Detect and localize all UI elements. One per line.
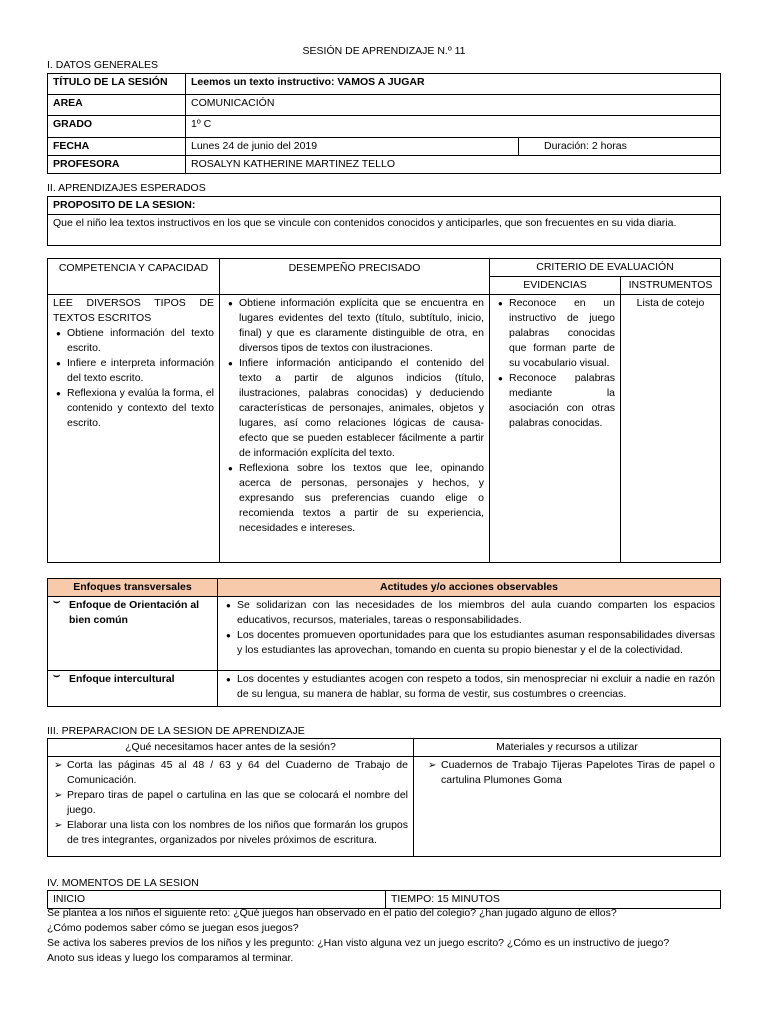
list-item: ➢ Cuadernos de Trabajo Tijeras Papelotes Tiras de papel o cartulina Plumones Goma bbox=[441, 758, 715, 788]
header-competencia: COMPETENCIA Y CAPACIDAD bbox=[48, 259, 220, 295]
area-value: COMUNICACIÓN bbox=[186, 95, 721, 116]
actions-list bbox=[223, 598, 715, 658]
competencia-title: LEE DIVERSOS TIPOS DE TEXTOS ESCRITOS bbox=[53, 297, 214, 324]
list-item: ● Reflexiona sobre los textos que lee, opinando acerca de personas, personajes y hechos, y expresando sus preferencias cuando elige o recomienda textos a partir de su experiencia, necesidades e intereses. bbox=[239, 461, 484, 536]
actitudes-bien-comun bbox=[218, 597, 721, 671]
preparacion-table bbox=[47, 738, 721, 857]
datos-generales-table bbox=[47, 73, 721, 174]
list-item: ● Reflexiona y evalúa la forma, el contenido y contexto del texto escrito. bbox=[67, 386, 214, 431]
fecha-value: Lunes 24 de junio del 2019 bbox=[186, 138, 519, 156]
section-momentos-heading: IV. MOMENTOS DE LA SESION bbox=[47, 877, 199, 889]
enfoque-intercultural bbox=[48, 671, 218, 707]
paragraph: Se plantea a los niños el siguiente reto: ¿Qué juegos han observado en el patio del colegio? ¿han jugado alguno de ellos? bbox=[47, 907, 617, 919]
header-actitudes: Actitudes y/o acciones observables bbox=[218, 579, 721, 597]
enfoque-name: Enfoque intercultural bbox=[69, 673, 175, 685]
enfoques-table bbox=[47, 578, 721, 707]
list-item: ● Se solidarizan con las necesidades de los miembros del aula cuando comparten los espacios educativos, recursos, materiales, tareas o responsabilidades. bbox=[237, 598, 715, 628]
inicio-text bbox=[47, 906, 737, 966]
smile-icon: ⌣ bbox=[53, 670, 61, 682]
list-item: ● Los docentes y estudiantes acogen con respeto a todos, sin menospreciar ni excluir a nadie en razón de su lengua, su manera de hablar, su forma de vestir, sus costumbres o creencias. bbox=[237, 672, 715, 702]
grado-label: GRADO bbox=[48, 116, 186, 138]
inicio-label: INICIO bbox=[48, 891, 386, 909]
materiales-list bbox=[419, 758, 715, 788]
titulo-value: Leemos un texto instructivo: VAMOS A JUGAR bbox=[186, 74, 721, 95]
header-criterio: CRITERIO DE EVALUACIÓN bbox=[490, 259, 721, 277]
titulo-label: TÍTULO DE LA SESIÓN bbox=[48, 74, 186, 95]
list-item: ● Los docentes promueven oportunidades para que los estudiantes asuman responsabilidades diversas y los estudiantes las aprovechan, tomando en cuenta su propio bienestar y el de la colectividad. bbox=[237, 628, 715, 658]
header-evidencias: EVIDENCIAS bbox=[490, 277, 621, 295]
header-desempeno: DESEMPEÑO PRECISADO bbox=[220, 259, 490, 295]
proposito-label: PROPOSITO DE LA SESION: bbox=[48, 197, 721, 215]
list-item: ➢ Elaborar una lista con los nombres de los niños que formarán los grupos de tres integrantes, organizados por niveles próximos de escritura. bbox=[67, 818, 408, 848]
evidencias-cell bbox=[490, 295, 621, 563]
smile-icon: ⌣ bbox=[53, 596, 61, 608]
list-item: ● Reconoce en un instructivo de juego palabras conocidas que forman parte de su vocabulario visual. bbox=[509, 296, 615, 371]
enfoque-name: Enfoque de Orientación al bien común bbox=[69, 599, 200, 626]
proposito-text: Que el niño lea textos instructivos en los que se vincule con contenidos conocidos y anticiparles, que son frecuentes en su vida diaria. bbox=[48, 215, 721, 246]
competencias-table bbox=[47, 258, 721, 563]
list-item: ➢ Corta las páginas 45 al 48 / 63 y 64 del Cuaderno de Trabajo de Comunicación. bbox=[67, 758, 408, 788]
page-title: SESIÓN DE APRENDIZAJE N.º 11 bbox=[302, 45, 466, 57]
tiempo-label: TIEMPO: 15 MINUTOS bbox=[386, 891, 721, 909]
list-item: ● Obtiene información explícita que se encuentra en lugares evidentes del texto (título, subtítulo, inicio, final) y que es claramente distinguible de otra, en diversos tipos de textos con ilustraciones. bbox=[239, 296, 484, 356]
list-item: ● Infiere e interpreta información del texto escrito. bbox=[67, 356, 214, 386]
instrumento-value: Lista de cotejo bbox=[621, 295, 721, 563]
antes-cell bbox=[48, 757, 414, 857]
desempenos-list bbox=[225, 296, 484, 536]
profesora-label: PROFESORA bbox=[48, 156, 186, 174]
list-item: ● Obtiene información del texto escrito. bbox=[67, 326, 214, 356]
evidencias-list bbox=[495, 296, 615, 431]
header-enfoques: Enfoques transversales bbox=[48, 579, 218, 597]
antes-list bbox=[53, 758, 408, 848]
competencia-cell bbox=[48, 295, 220, 563]
paragraph: Anoto sus ideas y luego los comparamos al terminar. bbox=[47, 952, 294, 964]
section-datos-generales-heading: I. DATOS GENERALES bbox=[47, 59, 159, 71]
capacidades-list bbox=[53, 326, 214, 431]
paragraph: ¿Cómo podemos saber cómo se juegan esos juegos? bbox=[47, 922, 299, 934]
profesora-value: ROSALYN KATHERINE MARTINEZ TELLO bbox=[186, 156, 721, 174]
header-antes: ¿Qué necesitamos hacer antes de la sesión? bbox=[48, 739, 414, 757]
fecha-label: FECHA bbox=[48, 138, 186, 156]
desempeno-cell bbox=[220, 295, 490, 563]
proposito-table bbox=[47, 196, 721, 246]
grado-value: 1º C bbox=[186, 116, 721, 138]
section-preparacion-heading: III. PREPARACION DE LA SESION DE APRENDIZAJE bbox=[47, 725, 305, 737]
materiales-cell bbox=[414, 757, 721, 857]
list-item: ● Infiere información anticipando el contenido del texto a partir de algunos indicios (título, ilustraciones, palabras conocidas) y deduciendo características de personajes, animales, objetos y lugares, así como relaciones lógicas de causa-efecto que se pueden establecer fácilmente a partir de información explícita del texto. bbox=[239, 356, 484, 461]
actions-list bbox=[223, 672, 715, 702]
enfoque-bien-comun bbox=[48, 597, 218, 671]
list-item: ➢ Preparo tiras de papel o cartulina en las que se colocará el nombre del juego. bbox=[67, 788, 408, 818]
actitudes-intercultural bbox=[218, 671, 721, 707]
duracion-value: Duración: 2 horas bbox=[519, 138, 721, 156]
area-label: AREA bbox=[48, 95, 186, 116]
paragraph: Se activa los saberes previos de los niños y les pregunto: ¿Han visto alguna vez un juego escrito? ¿Cómo es un instructivo de juego? bbox=[47, 937, 670, 949]
list-item: ● Reconoce palabras mediante la asociación con otras palabras conocidas. bbox=[509, 371, 615, 431]
section-aprendizajes-heading: II. APRENDIZAJES ESPERADOS bbox=[47, 182, 206, 194]
header-materiales: Materiales y recursos a utilizar bbox=[414, 739, 721, 757]
header-instrumentos: INSTRUMENTOS bbox=[621, 277, 721, 295]
